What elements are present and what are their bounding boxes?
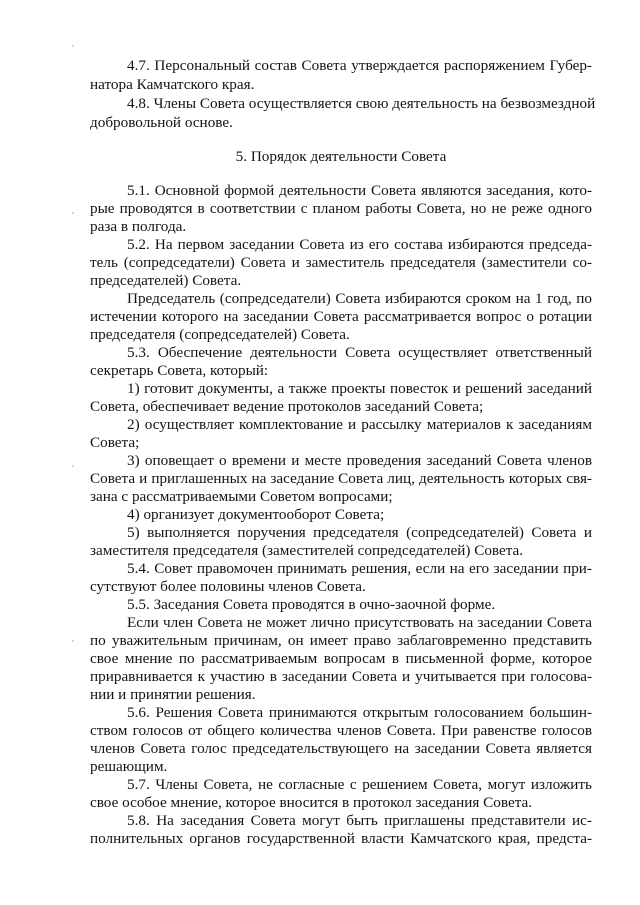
text-line: натора Камчатского края. [90, 76, 255, 93]
text-line: истечении которого на заседании Совета рассматривается вопрос о ротации [90, 308, 592, 325]
text-line: 5.2. На первом заседании Совета из его состава избираются председа- [127, 236, 592, 253]
text-line: свое особое мнение, которое вносится в протокол заседания Совета. [90, 794, 533, 811]
text-line: 5.5. Заседания Совета проводятся в очно-заочной форме. [127, 596, 496, 613]
text-line: 4.8. Члены Совета осуществляется свою деятельность на безвозмездной [127, 95, 596, 112]
list-item-line: 2) осуществляет комплектование и рассылку материалов к заседаниям [127, 416, 592, 433]
text-line: рые проводятся в соответствии с планом работы Совета, но не реже одного [90, 200, 592, 217]
text-line: Председатель (сопредседатели) Совета избираются сроком на 1 год, по [127, 290, 592, 307]
text-line: 5.3. Обеспечение деятельности Совета осуществляет ответственный [127, 344, 592, 361]
text-line: по уважительным причинам, он имеет право заблаговременно представить [90, 632, 592, 649]
text-line: добровольной основе. [90, 114, 233, 131]
list-item-line: 1) готовит документы, а также проекты повесток и решений заседаний [127, 380, 592, 397]
text-line: решающим. [90, 758, 168, 775]
scan-speck [72, 212, 74, 214]
text-line: 5.8. На заседания Совета могут быть приглашены представители ис- [127, 812, 592, 829]
scan-speck [72, 640, 74, 642]
list-item-line: зана с рассматриваемыми Советом вопросами; [90, 488, 393, 505]
text-line: секретарь Совета, который: [90, 362, 269, 379]
list-item-line: Совета; [90, 434, 140, 451]
text-line: 5.1. Основной формой деятельности Совета являются заседания, кото- [127, 182, 592, 199]
scan-speck [72, 465, 74, 467]
text-line: нии и принятии решения. [90, 686, 256, 703]
text-line: ством голосов от общего количества членов Совета. При равенстве голосов [90, 722, 592, 739]
text-line: членов Совета голос председательствующего на заседании Совета является [90, 740, 592, 757]
text-line: 4.7. Персональный состав Совета утверждается распоряжением Губер- [127, 57, 592, 74]
list-item-line: заместителя председателя (заместителей сопредседателей) Совета. [90, 542, 524, 559]
section-heading: 5. Порядок деятельности Совета [235, 148, 447, 165]
list-item-line: Совета и приглашенных на заседание Совета лиц, деятельность которых свя- [90, 470, 592, 487]
text-line: тель (сопредседатели) Совета и заместитель председателя (заместители со- [90, 254, 592, 271]
text-line: 5.7. Члены Совета, не согласные с решением Совета, могут изложить [127, 776, 592, 793]
list-item-line: 4) организует документооборот Совета; [127, 506, 385, 523]
text-line: Если член Совета не может лично присутствовать на заседании Совета [127, 614, 592, 631]
scan-speck [72, 45, 74, 47]
text-line: 5.4. Совет правомочен принимать решения, если на его заседании при- [127, 560, 592, 577]
text-line: председателя (сопредседателей) Совета. [90, 326, 350, 343]
list-item-line: 3) оповещает о времени и месте проведения заседаний Совета членов [127, 452, 592, 469]
text-line: полнительных органов государственной власти Камчатского края, предста- [90, 830, 592, 847]
text-line: приравнивается к участию в заседании Совета и учитывается при голосова- [90, 668, 592, 685]
list-item-line: 5) выполняется поручения председателя (сопредседателей) Совета и [127, 524, 592, 541]
text-line: раза в полгода. [90, 218, 187, 235]
text-line: сутствуют более половины членов Совета. [90, 578, 366, 595]
list-item-line: Совета, обеспечивает ведение протоколов заседаний Совета; [90, 398, 484, 415]
text-line: председателей) Совета. [90, 272, 242, 289]
text-line: 5.6. Решения Совета принимаются открытым голосованием большин- [127, 704, 592, 721]
text-line: свое мнение по рассматриваемым вопросам в письменной форме, которое [90, 650, 592, 667]
